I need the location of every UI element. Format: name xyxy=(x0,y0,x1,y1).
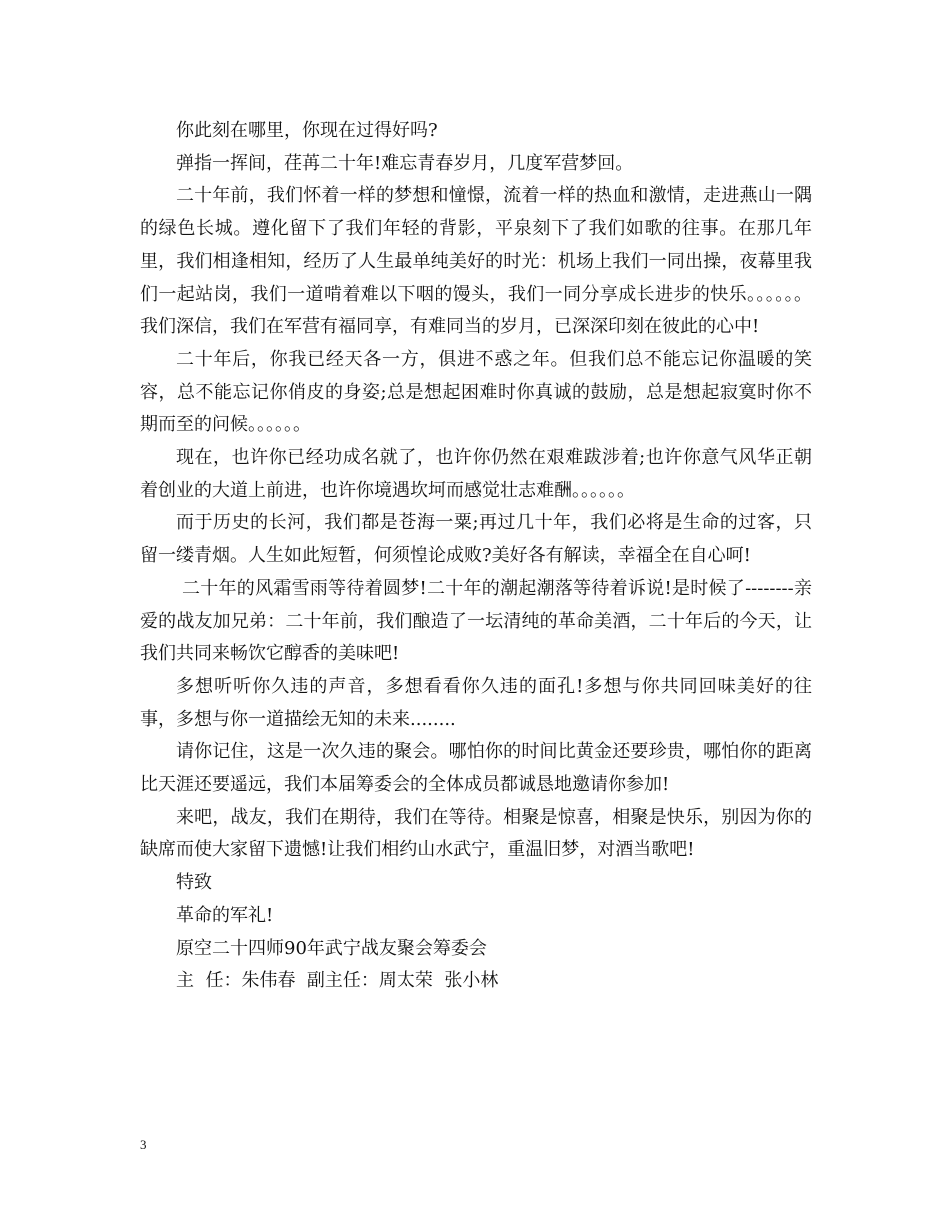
committee-name: 原空二十四师90年武宁战友聚会筹委会 xyxy=(176,937,487,959)
paragraph: 多想听听你久违的声音，多想看看你久违的面孔!多想与你共同回味美好的往事，多想与你一道描绘无知的未来........ xyxy=(140,675,812,730)
paragraph: 二十年后，你我已经天各一方，俱进不惑之年。但我们总不能忘记你温暖的笑容，总不能忘记你俏皮的身姿;总是想起困难时你真诚的鼓励，总是想起寂寞时你不期而至的问候。。。。。。 xyxy=(140,348,812,436)
paragraph: 而于历史的长河，我们都是苍海一粟;再过几十年，我们必将是生命的过客，只留一缕青烟。人生如此短暂，何须惶论成败?美好各有解读，幸福全在自心呵! xyxy=(140,512,812,567)
paragraph: 二十年前，我们怀着一样的梦想和憧憬，流着一样的热血和激情，走进燕山一隅的绿色长城。遵化留下了我们年轻的背影，平泉刻下了我们如歌的往事。在那几年里，我们相逢相知，经历了人生最单纯美好的时光：机场上我们一同出操，夜幕里我们一起站岗，我们一道啃着难以下咽的馒头，我们一同分享成长进步的快乐。。。。。。我们深信，我们在军营有福同享，有难同当的岁月，已深深印刻在彼此的心中! xyxy=(140,185,812,338)
page-number: 3 xyxy=(140,1137,147,1152)
paragraph: 二十年的风霜雪雨等待着圆梦!二十年的潮起潮落等待着诉说!是时候了--------亲爱的战友加兄弟：二十年前，我们酿造了一坛清纯的革命美酒，二十年后的今天，让我们共同来畅饮它醇香的美味吧! xyxy=(140,577,812,665)
paragraph: 请你记住，这是一次久违的聚会。哪怕你的时间比黄金还要珍贵，哪怕你的距离比天涯还要遥远，我们本届筹委会的全体成员都诚恳地邀请你参加! xyxy=(140,741,812,796)
closing-greeting: 革命的军礼! xyxy=(176,904,274,926)
document-body xyxy=(140,115,812,998)
paragraph: 弹指一挥间，荏苒二十年!难忘青春岁月，几度军营梦回。 xyxy=(176,152,634,174)
paragraph: 你此刻在哪里，你现在过得好吗? xyxy=(176,120,438,141)
committee-officers: 主 任：朱伟春 副主任：周太荣 张小林 xyxy=(176,970,499,992)
closing-salutation: 特致 xyxy=(176,872,212,894)
paragraph: 来吧，战友，我们在期待，我们在等待。相聚是惊喜，相聚是快乐，别因为你的缺席而使大家留下遗憾!让我们相约山水武宁，重温旧梦，对酒当歌吧! xyxy=(140,806,812,861)
paragraph: 现在，也许你已经功成名就了，也许你仍然在艰难跋涉着;也许你意气风华正朝着创业的大道上前进，也许你境遇坎坷而感觉壮志难酬。。。。。。 xyxy=(140,447,812,501)
